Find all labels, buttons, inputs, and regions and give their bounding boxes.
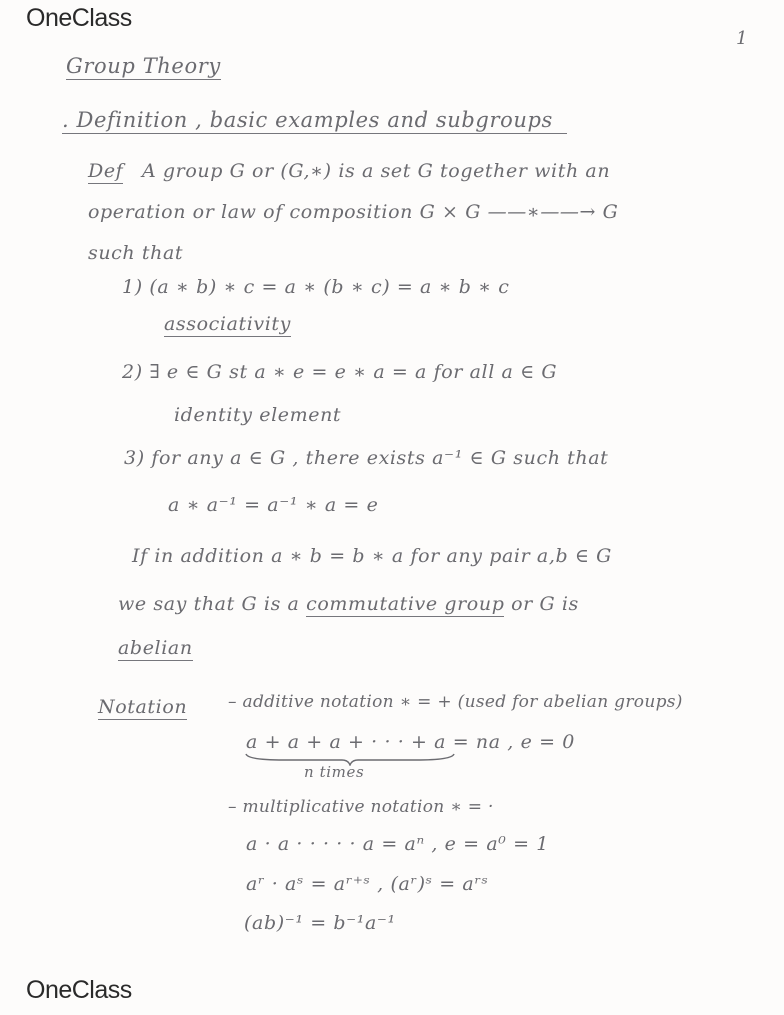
oneclass-logo-bottom: [26, 976, 132, 1005]
commutative-line-3: abelian: [118, 637, 193, 659]
notes-title: Group Theory: [66, 54, 221, 78]
exponent-rules: aʳ · aˢ = aʳ⁺ˢ , (aʳ)ˢ = aʳˢ: [246, 873, 489, 895]
multiplicative-power: a · a · · · · · a = aⁿ , e = a⁰ = 1: [246, 833, 549, 855]
section-heading: . Definition , basic examples and subgroups: [62, 108, 567, 132]
definition-line-1: Def A group G or (G,∗) is a set G together with an: [88, 160, 611, 182]
definition-line-2: operation or law of composition G × G ——∗——→ G: [88, 201, 619, 223]
additive-times-label: n times: [304, 763, 365, 781]
axiom-associativity: 1) (a ∗ b) ∗ c = a ∗ (b ∗ c) = a ∗ b ∗ c: [122, 276, 510, 298]
logo-text: OneClass: [26, 976, 132, 1004]
page-number: 1: [736, 28, 748, 49]
axiom-inverse-equation: a ∗ a⁻¹ = a⁻¹ ∗ a = e: [168, 494, 379, 516]
additive-notation: – additive notation ∗ = + (used for abelian groups): [228, 692, 683, 712]
multiplicative-notation: – multiplicative notation ∗ = ·: [228, 797, 494, 817]
axiom-associativity-name: associativity: [164, 313, 292, 335]
def-label: Def: [88, 160, 124, 182]
inverse-product-rule: (ab)⁻¹ = b⁻¹a⁻¹: [244, 912, 396, 934]
oneclass-logo-top: [26, 4, 132, 33]
logo-text: OneClass: [26, 4, 132, 32]
commutative-line-2: we say that G is a commutative group or G is: [118, 593, 579, 615]
definition-line-3: such that: [88, 242, 184, 264]
additive-sum: a + a + a + · · · + a = na , e = 0: [246, 731, 575, 753]
axiom-inverse: 3) for any a ∈ G , there exists a⁻¹ ∈ G such that: [124, 447, 609, 469]
axiom-identity: 2) ∃ e ∈ G st a ∗ e = e ∗ a = a for all a ∈ G: [122, 361, 558, 383]
notation-label: Notation: [98, 696, 188, 718]
commutative-line-1: If in addition a ∗ b = b ∗ a for any pair a,b ∈ G: [132, 545, 612, 567]
axiom-identity-name: identity element: [174, 404, 342, 426]
